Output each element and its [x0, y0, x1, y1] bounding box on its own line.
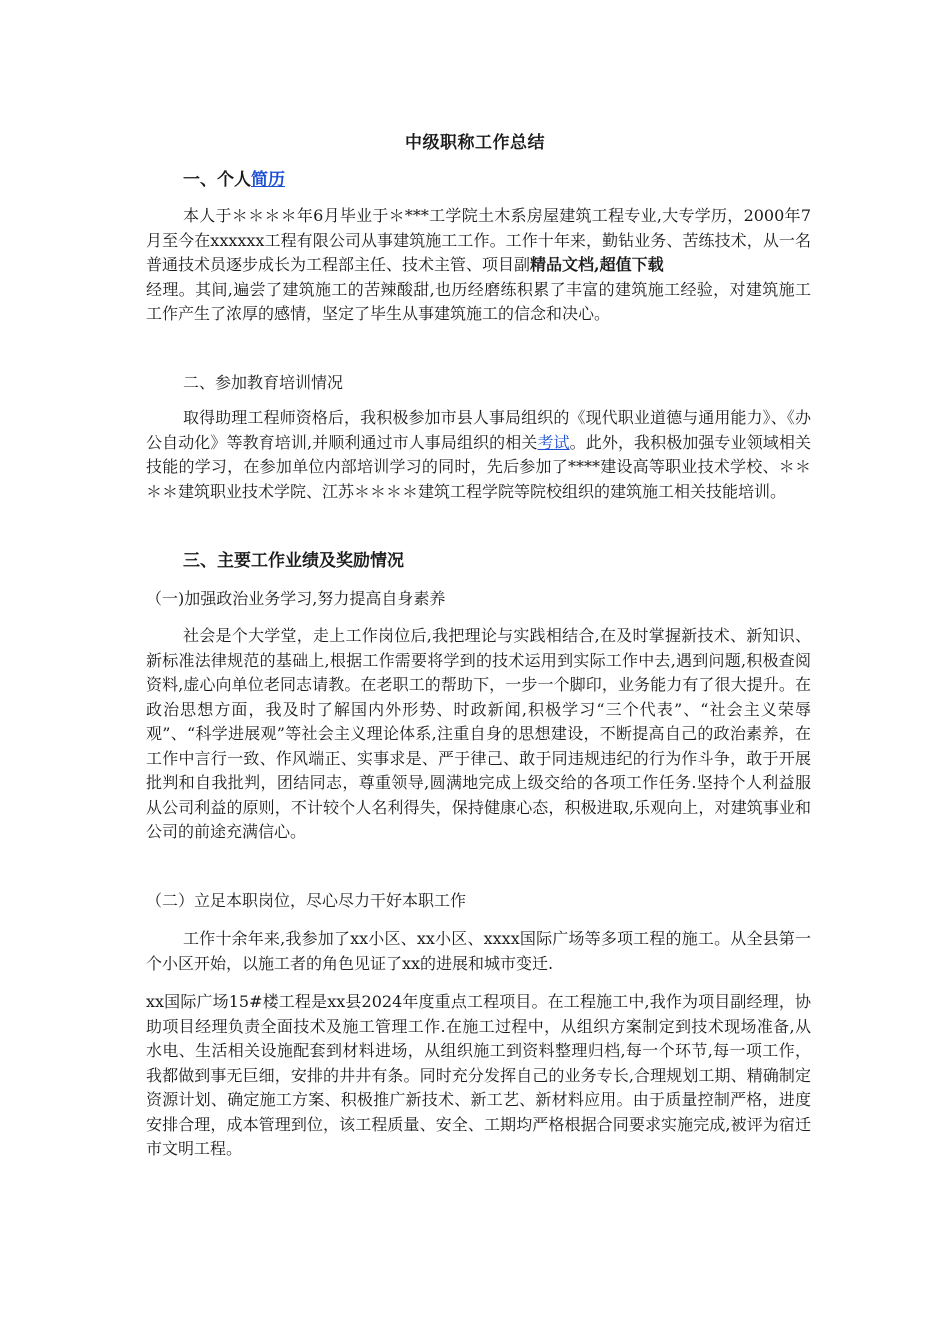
section1-heading-prefix: 一、个人 — [183, 170, 251, 190]
section2-text-part2: 。此外，我积极加强专业领域相关技能的学习，在参加单位内部培训学习的同时，先后参加了****建设高等职业技术学校、＊＊＊＊建筑职业技术学院、江苏＊＊＊＊建筑工程学院等院校组织的建筑施工相关技能培训。 — [146, 432, 811, 501]
section2-text-part1: 取得助理工程师资格后，我积极参加市县人事局组织的《现代职业道德与通用能力》、《办公自动化》等教育培训,并顺利通过市人事局组织的相关 — [146, 408, 811, 452]
resume-link[interactable]: 简历 — [251, 170, 285, 190]
section2-paragraph — [146, 406, 811, 504]
subsection2-text2: xx国际广场15#楼工程是xx县2024年度重点工程项目。在工程施工中,我作为项目副经理，协助项目经理负责全面技术及施工管理工作.在施工过程中，从组织方案制定到技术现场准备,从水电、生活相关设施配套到材料进场，从组织施工到资料整理归档,每一个环节,每一项工作，我都做到事无巨细，安排的井井有条。同时充分发挥自己的业务专长,合理规划工期、精确制定资源计划、确定施工方案、积极推广新技术、新工艺、新材料应用。由于质量控制严格，进度安排合理，成本管理到位，该工程质量、安全、工期均严格根据合同要求实施完成,被评为宿迁市文明工程。 — [146, 992, 811, 1158]
subsection2-paragraph1 — [146, 927, 811, 976]
subsection2-paragraph2 — [146, 990, 811, 1162]
watermark-text: 精品文档,超值下载 — [530, 255, 664, 274]
section1-heading — [183, 165, 285, 190]
subsection1-paragraph — [146, 624, 811, 845]
section1-text-part2: 经理。其间,遍尝了建筑施工的苦辣酸甜,也历经磨练积累了丰富的建筑施工经验，对建筑施工工作产生了浓厚的感情，坚定了毕生从事建筑施工的信念和决心。 — [146, 279, 811, 323]
exam-link[interactable]: 考试 — [537, 432, 570, 452]
document-title: 中级职称工作总结 — [405, 133, 545, 153]
subsection1-heading: （一)加强政治业务学习,努力提高自身素养 — [146, 589, 446, 608]
section1-paragraph — [146, 204, 811, 327]
subsection2-text1: 工作十余年来,我参加了xx小区、xx小区、xxxx国际广场等多项工程的施工。从全县第一个小区开始，以施工者的角色见证了xx的进展和城市变迁. — [146, 929, 811, 973]
section1-text-part1: 本人于＊＊＊＊年6月毕业于＊***工学院土木系房屋建筑工程专业,大专学历，2000年7月至今在xxxxxx工程有限公司从事建筑施工工作。工作十年来，勤钻业务、苦练技术，从一名普通技术员逐步成长为工程部主任、技术主管、项目副 — [146, 206, 811, 274]
subsection2-heading: （二）立足本职岗位，尽心尽力干好本职工作 — [146, 891, 467, 910]
subsection1-text: 社会是个大学堂，走上工作岗位后,我把理论与实践相结合,在及时掌握新技术、新知识、新标准法律规范的基础上,根据工作需要将学到的技术运用到实际工作中去,遇到问题,积极查阅资料,虚心向单位老同志请教。在老职工的帮助下，一步一个脚印，业务能力有了很大提升。在政治思想方面，我及时了解国内外形势、时政新闻,积极学习“三个代表”、“社会主义荣辱观”、“科学进展观”等社会主义理论体系,注重自身的思想建设，不断提高自己的政治素养，在工作中言行一致、作风端正、实事求是、严于律己、敢于同违规违纪的行为作斗争，敢于开展批判和自我批判，团结同志，尊重领导,圆满地完成上级交给的各项工作任务.坚持个人利益服从公司利益的原则，不计较个人名利得失，保持健康心态，积极进取,乐观向上，对建筑事业和公司的前途充满信心。 — [146, 626, 811, 841]
section3-heading: 三、主要工作业绩及奖励情况 — [183, 551, 404, 571]
section2-heading: 二、参加教育培训情况 — [183, 373, 344, 392]
